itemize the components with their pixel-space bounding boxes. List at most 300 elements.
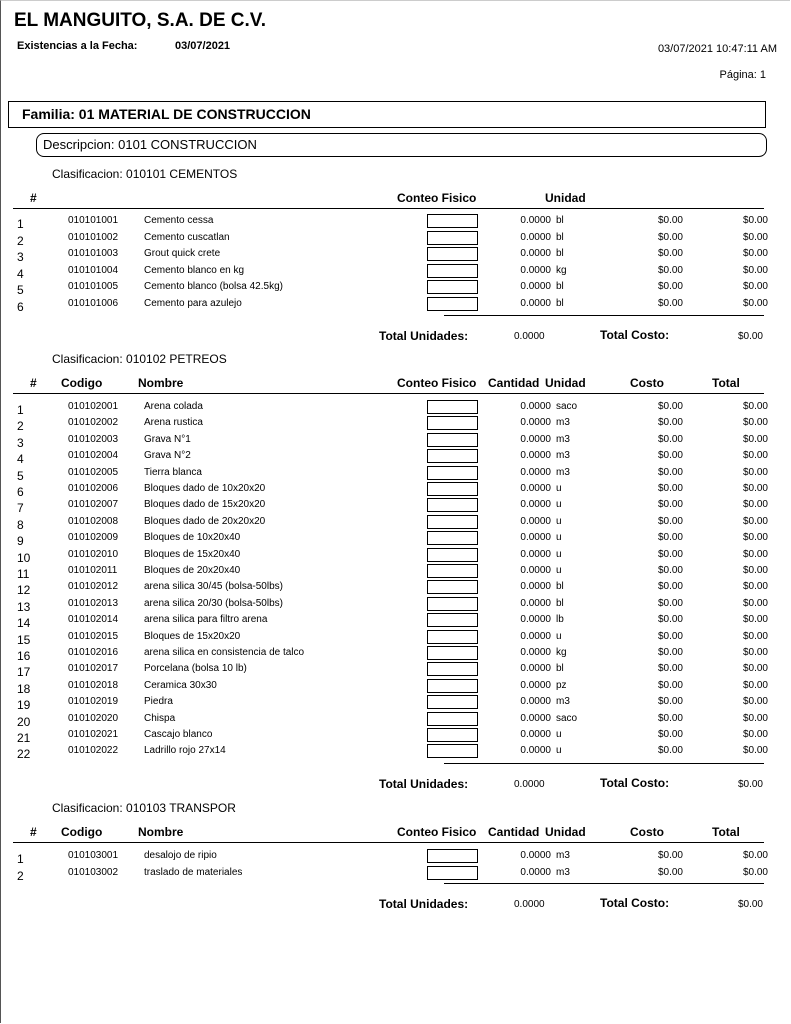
company-name: EL MANGUITO, S.A. DE C.V. — [14, 10, 266, 31]
item-unit: bl — [556, 663, 564, 675]
item-code: 010102008 — [68, 515, 119, 527]
col-header-costo: Costo — [630, 376, 664, 390]
item-total: $0.00 — [742, 297, 768, 309]
row-number: 15 — [17, 632, 31, 647]
item-quantity: 0.0000 — [520, 663, 551, 675]
total-cost-label: Total Costo: — [600, 328, 670, 342]
item-cost: $0.00 — [657, 565, 683, 576]
table-row — [0, 433, 791, 449]
col-header-costo: Costo — [630, 825, 664, 839]
item-total: $0.00 — [742, 581, 768, 593]
item-cost: $0.00 — [657, 281, 683, 292]
table-row — [0, 849, 791, 865]
item-unit: pz — [556, 679, 567, 691]
item-unit: u — [556, 729, 562, 740]
item-cost: $0.00 — [657, 401, 683, 412]
row-number: 9 — [17, 534, 24, 549]
item-total: $0.00 — [742, 433, 768, 445]
conteo-fisico-box[interactable] — [427, 662, 478, 676]
item-code: 010102020 — [68, 712, 119, 724]
date-label: Existencias a la Fecha: — [17, 40, 138, 52]
item-unit: bl — [556, 215, 564, 226]
item-code: 010101005 — [68, 281, 119, 292]
item-name: Cemento cuscatlan — [144, 231, 230, 243]
conteo-fisico-box[interactable] — [427, 280, 478, 294]
item-quantity: 0.0000 — [520, 515, 551, 527]
row-number: 7 — [17, 501, 24, 516]
total-units-value: 0.0000 — [514, 331, 545, 342]
col-header-unidad: Unidad — [545, 825, 586, 839]
item-name: Bloques dado de 15x20x20 — [144, 499, 266, 511]
item-name: Chispa — [144, 712, 176, 724]
table-row — [0, 564, 791, 580]
table-row — [0, 613, 791, 629]
conteo-fisico-box[interactable] — [427, 548, 478, 562]
table-row — [0, 231, 791, 247]
totals-rule — [444, 883, 764, 884]
conteo-fisico-box[interactable] — [427, 515, 478, 529]
item-code: 010101002 — [68, 231, 119, 243]
row-number: 2 — [17, 419, 24, 434]
item-name: Bloques de 20x20x40 — [144, 565, 241, 576]
item-cost: $0.00 — [657, 248, 683, 259]
item-total: $0.00 — [742, 712, 768, 724]
item-cost: $0.00 — [657, 647, 683, 658]
item-quantity: 0.0000 — [520, 565, 551, 576]
item-cost: $0.00 — [657, 417, 683, 429]
total-units-label: Total Unidades: — [379, 777, 469, 791]
table-row — [0, 247, 791, 263]
row-number: 19 — [17, 698, 31, 713]
item-code: 010102009 — [68, 532, 119, 544]
row-number: 16 — [17, 649, 31, 663]
item-cost: $0.00 — [657, 215, 683, 226]
row-number: 8 — [17, 517, 24, 532]
col-header-conteo: Conteo Fisico — [397, 376, 477, 390]
item-cost: $0.00 — [657, 663, 683, 675]
item-code: 010101003 — [68, 248, 119, 259]
item-quantity: 0.0000 — [520, 483, 551, 494]
row-number: 1 — [17, 403, 24, 417]
item-code: 010101006 — [68, 297, 119, 309]
col-header-codigo: Codigo — [61, 376, 103, 390]
item-name: Piedra — [144, 696, 173, 708]
item-unit: saco — [556, 401, 578, 412]
item-quantity: 0.0000 — [520, 532, 551, 544]
item-code: 010102011 — [68, 565, 118, 576]
table-row — [0, 580, 791, 596]
total-units-value: 0.0000 — [514, 899, 545, 910]
col-header-total: Total — [712, 376, 740, 390]
item-code: 010102022 — [68, 745, 119, 757]
col-header-num: # — [30, 825, 37, 839]
item-quantity: 0.0000 — [520, 696, 551, 708]
item-unit: bl — [556, 231, 564, 243]
item-total: $0.00 — [742, 630, 768, 642]
col-header-conteo: Conteo Fisico — [397, 825, 477, 839]
item-total: $0.00 — [742, 264, 768, 276]
item-quantity: 0.0000 — [520, 281, 551, 292]
item-unit: saco — [556, 712, 578, 724]
item-cost: $0.00 — [657, 729, 683, 740]
item-quantity: 0.0000 — [520, 433, 551, 445]
item-unit: bl — [556, 581, 564, 593]
item-name: Arena colada — [144, 401, 203, 412]
item-cost: $0.00 — [657, 466, 683, 478]
item-code: 010102015 — [68, 630, 119, 642]
table-row — [0, 400, 791, 416]
item-unit: m3 — [556, 450, 570, 462]
item-total: $0.00 — [742, 850, 768, 861]
item-name: Grout quick crete — [144, 248, 221, 259]
item-name: Bloques de 15x20x20 — [144, 630, 241, 642]
item-unit: bl — [556, 597, 564, 609]
conteo-fisico-box[interactable] — [427, 264, 478, 278]
table-row — [0, 548, 791, 564]
table-row — [0, 646, 791, 662]
item-quantity: 0.0000 — [520, 417, 551, 429]
item-code: 010102004 — [68, 450, 119, 462]
item-unit: kg — [556, 264, 567, 276]
item-cost: $0.00 — [657, 264, 683, 276]
row-number: 14 — [17, 616, 31, 631]
total-units-value: 0.0000 — [514, 779, 545, 790]
item-total: $0.00 — [742, 532, 768, 544]
col-header-nombre: Nombre — [138, 376, 184, 390]
item-name: Bloques dado de 20x20x20 — [144, 515, 266, 527]
item-quantity: 0.0000 — [520, 850, 551, 861]
row-number: 6 — [17, 299, 24, 314]
item-code: 010102019 — [68, 696, 119, 708]
table-row — [0, 466, 791, 482]
conteo-fisico-box[interactable] — [427, 597, 478, 611]
item-cost: $0.00 — [657, 297, 683, 309]
table-row — [0, 662, 791, 678]
item-name: Tierra blanca — [144, 466, 202, 478]
item-unit: u — [556, 515, 562, 527]
item-total: $0.00 — [742, 281, 768, 292]
conteo-fisico-box[interactable] — [427, 297, 478, 311]
item-total: $0.00 — [742, 663, 768, 675]
row-number: 13 — [17, 599, 31, 614]
conteo-fisico-box[interactable] — [427, 679, 478, 693]
conteo-fisico-box[interactable] — [427, 646, 478, 660]
conteo-fisico-box[interactable] — [427, 482, 478, 496]
item-code: 010102003 — [68, 433, 119, 445]
item-unit: m3 — [556, 466, 570, 478]
total-units-label: Total Unidades: — [379, 329, 469, 343]
table-row — [0, 498, 791, 514]
item-quantity: 0.0000 — [520, 215, 551, 226]
item-quantity: 0.0000 — [520, 630, 551, 642]
item-total: $0.00 — [742, 647, 768, 658]
item-quantity: 0.0000 — [520, 248, 551, 259]
item-quantity: 0.0000 — [520, 297, 551, 309]
item-quantity: 0.0000 — [520, 548, 551, 560]
total-cost-value: $0.00 — [737, 779, 763, 790]
item-cost: $0.00 — [657, 679, 683, 691]
item-unit: m3 — [556, 696, 570, 708]
item-code: 010102005 — [68, 466, 119, 478]
item-total: $0.00 — [742, 466, 768, 478]
item-name: Porcelana (bolsa 10 lb) — [144, 663, 247, 675]
col-header-total: Total — [712, 825, 740, 839]
item-code: 010103001 — [68, 850, 119, 861]
col-header-nombre: Nombre — [138, 825, 184, 839]
col-header-unidad: Unidad — [545, 376, 586, 390]
item-unit: m3 — [556, 417, 570, 429]
item-unit: u — [556, 483, 562, 494]
item-quantity: 0.0000 — [520, 450, 551, 462]
conteo-fisico-box[interactable] — [427, 498, 478, 512]
item-code: 010102006 — [68, 483, 119, 494]
item-name: desalojo de ripio — [144, 850, 217, 861]
row-number: 18 — [17, 681, 31, 696]
item-quantity: 0.0000 — [520, 647, 551, 658]
table-row — [0, 280, 791, 296]
row-number: 4 — [17, 266, 24, 281]
item-total: $0.00 — [742, 450, 768, 462]
item-total: $0.00 — [742, 231, 768, 243]
item-code: 010102016 — [68, 647, 119, 658]
row-number: 10 — [17, 550, 31, 565]
familia-title: Familia: 01 MATERIAL DE CONSTRUCCION — [22, 106, 311, 122]
item-name: Arena rustica — [144, 417, 203, 429]
conteo-fisico-box[interactable] — [427, 613, 478, 627]
conteo-fisico-box[interactable] — [427, 580, 478, 594]
conteo-fisico-box[interactable] — [427, 564, 478, 578]
item-quantity: 0.0000 — [520, 866, 551, 878]
row-number: 6 — [17, 485, 24, 499]
descripcion-title: Descripcion: 0101 CONSTRUCCION — [43, 137, 257, 152]
item-unit: u — [556, 532, 562, 544]
item-unit: kg — [556, 647, 567, 658]
table-row — [0, 744, 791, 760]
table-row — [0, 679, 791, 695]
item-cost: $0.00 — [657, 850, 683, 861]
col-header-unidad: Unidad — [545, 191, 586, 205]
item-total: $0.00 — [742, 548, 768, 560]
item-cost: $0.00 — [657, 532, 683, 544]
header-rule — [13, 393, 764, 394]
item-code: 010102014 — [68, 614, 119, 626]
table-row — [0, 695, 791, 711]
item-total: $0.00 — [742, 729, 768, 740]
clasificacion-title: Clasificacion: 010101 CEMENTOS — [52, 167, 238, 181]
row-number: 20 — [17, 714, 31, 729]
conteo-fisico-box[interactable] — [427, 466, 478, 480]
item-cost: $0.00 — [657, 499, 683, 511]
col-header-cantidad: Cantidad — [488, 376, 540, 390]
header-rule — [13, 842, 764, 843]
item-unit: u — [556, 630, 562, 642]
item-cost: $0.00 — [657, 866, 683, 878]
item-quantity: 0.0000 — [520, 231, 551, 243]
row-number: 4 — [17, 452, 24, 467]
total-cost-value: $0.00 — [737, 899, 763, 910]
conteo-fisico-box[interactable] — [427, 744, 478, 758]
table-row — [0, 416, 791, 432]
item-code: 010102002 — [68, 417, 119, 429]
item-code: 010102001 — [68, 401, 119, 412]
table-row — [0, 531, 791, 547]
col-header-conteo: Conteo Fisico — [397, 191, 477, 205]
conteo-fisico-box[interactable] — [427, 433, 478, 447]
table-row — [0, 264, 791, 280]
item-name: Bloques dado de 10x20x20 — [144, 483, 266, 494]
item-code: 010102017 — [68, 663, 119, 675]
row-number: 22 — [17, 747, 31, 762]
item-code: 010102010 — [68, 548, 119, 560]
date-value: 03/07/2021 — [175, 40, 231, 52]
row-number: 1 — [17, 852, 24, 866]
row-number: 3 — [17, 250, 24, 264]
conteo-fisico-box[interactable] — [427, 866, 478, 880]
item-name: arena silica para filtro arena — [144, 614, 268, 626]
item-total: $0.00 — [742, 745, 768, 757]
item-quantity: 0.0000 — [520, 466, 551, 478]
conteo-fisico-box[interactable] — [427, 400, 478, 414]
conteo-fisico-box[interactable] — [427, 630, 478, 644]
row-number: 11 — [17, 567, 30, 581]
table-row — [0, 597, 791, 613]
item-total: $0.00 — [742, 401, 768, 412]
clasificacion-title: Clasificacion: 010103 TRANSPOR — [52, 801, 236, 815]
item-unit: u — [556, 548, 562, 560]
item-total: $0.00 — [742, 483, 768, 494]
item-name: Cemento blanco en kg — [144, 264, 245, 276]
conteo-fisico-box[interactable] — [427, 214, 478, 228]
item-cost: $0.00 — [657, 433, 683, 445]
item-quantity: 0.0000 — [520, 401, 551, 412]
col-header-num: # — [30, 191, 37, 205]
item-cost: $0.00 — [657, 483, 683, 494]
col-header-num: # — [30, 376, 37, 390]
item-unit: lb — [556, 614, 564, 626]
item-code: 010103002 — [68, 866, 119, 878]
item-quantity: 0.0000 — [520, 614, 551, 626]
item-cost: $0.00 — [657, 614, 683, 626]
item-total: $0.00 — [742, 866, 768, 878]
item-unit: bl — [556, 281, 564, 292]
conteo-fisico-box[interactable] — [427, 449, 478, 463]
table-row — [0, 630, 791, 646]
conteo-fisico-box[interactable] — [427, 712, 478, 726]
item-unit: u — [556, 565, 562, 576]
item-quantity: 0.0000 — [520, 264, 551, 276]
item-unit: u — [556, 499, 562, 511]
item-name: Cemento blanco (bolsa 42.5kg) — [144, 281, 283, 292]
item-name: traslado de materiales — [144, 866, 243, 878]
item-cost: $0.00 — [657, 548, 683, 560]
conteo-fisico-box[interactable] — [427, 531, 478, 545]
item-quantity: 0.0000 — [520, 499, 551, 511]
row-number: 12 — [17, 583, 31, 598]
item-cost: $0.00 — [657, 696, 683, 708]
table-row — [0, 728, 791, 744]
item-code: 010102007 — [68, 499, 119, 511]
item-cost: $0.00 — [657, 581, 683, 593]
table-row — [0, 449, 791, 465]
item-quantity: 0.0000 — [520, 745, 551, 757]
table-row — [0, 515, 791, 531]
item-cost: $0.00 — [657, 630, 683, 642]
item-cost: $0.00 — [657, 515, 683, 527]
row-number: 21 — [17, 731, 31, 745]
item-total: $0.00 — [742, 215, 768, 226]
row-number: 5 — [17, 468, 24, 483]
item-code: 010102013 — [68, 597, 119, 609]
item-name: Ceramica 30x30 — [144, 679, 217, 691]
conteo-fisico-box[interactable] — [427, 695, 478, 709]
item-name: arena silica 20/30 (bolsa-50lbs) — [144, 597, 283, 609]
item-total: $0.00 — [742, 248, 768, 259]
conteo-fisico-box[interactable] — [427, 849, 478, 863]
item-quantity: 0.0000 — [520, 581, 551, 593]
row-number: 2 — [17, 233, 24, 248]
col-header-codigo: Codigo — [61, 825, 103, 839]
item-quantity: 0.0000 — [520, 597, 551, 609]
item-total: $0.00 — [742, 515, 768, 527]
item-quantity: 0.0000 — [520, 729, 551, 740]
item-name: arena silica en consistencia de talco — [144, 647, 305, 658]
item-cost: $0.00 — [657, 231, 683, 243]
row-number: 3 — [17, 435, 24, 450]
item-name: Bloques de 10x20x40 — [144, 532, 241, 544]
item-total: $0.00 — [742, 679, 768, 691]
totals-rule — [444, 763, 764, 764]
item-total: $0.00 — [742, 417, 768, 429]
col-header-cantidad: Cantidad — [488, 825, 540, 839]
totals-rule — [444, 315, 764, 316]
conteo-fisico-box[interactable] — [427, 416, 478, 430]
item-unit: m3 — [556, 850, 570, 861]
conteo-fisico-box[interactable] — [427, 247, 478, 261]
item-name: Cemento cessa — [144, 215, 214, 226]
item-unit: m3 — [556, 433, 570, 445]
total-cost-label: Total Costo: — [600, 776, 670, 790]
clasificacion-title: Clasificacion: 010102 PETREOS — [52, 352, 227, 366]
item-name: arena silica 30/45 (bolsa-50lbs) — [144, 581, 283, 593]
table-row — [0, 297, 791, 313]
item-total: $0.00 — [742, 614, 768, 626]
table-row — [0, 482, 791, 498]
table-row — [0, 866, 791, 882]
item-total: $0.00 — [742, 499, 768, 511]
conteo-fisico-box[interactable] — [427, 728, 478, 742]
item-name: Cascajo blanco — [144, 729, 213, 740]
item-name: Bloques de 15x20x40 — [144, 548, 241, 560]
item-code: 010102021 — [68, 729, 119, 740]
item-unit: bl — [556, 248, 564, 259]
item-quantity: 0.0000 — [520, 712, 551, 724]
row-number: 1 — [17, 217, 24, 231]
printed-timestamp: 03/07/2021 10:47:11 AM — [657, 43, 777, 55]
item-cost: $0.00 — [657, 597, 683, 609]
row-number: 17 — [17, 665, 31, 680]
item-total: $0.00 — [742, 565, 768, 576]
item-unit: m3 — [556, 866, 570, 878]
item-total: $0.00 — [742, 696, 768, 708]
item-total: $0.00 — [742, 597, 768, 609]
item-cost: $0.00 — [657, 745, 683, 757]
conteo-fisico-box[interactable] — [427, 231, 478, 245]
page-number: Página: 1 — [719, 69, 766, 81]
item-cost: $0.00 — [657, 450, 683, 462]
item-name: Cemento para azulejo — [144, 297, 242, 309]
item-unit: u — [556, 745, 562, 757]
table-row — [0, 214, 791, 230]
